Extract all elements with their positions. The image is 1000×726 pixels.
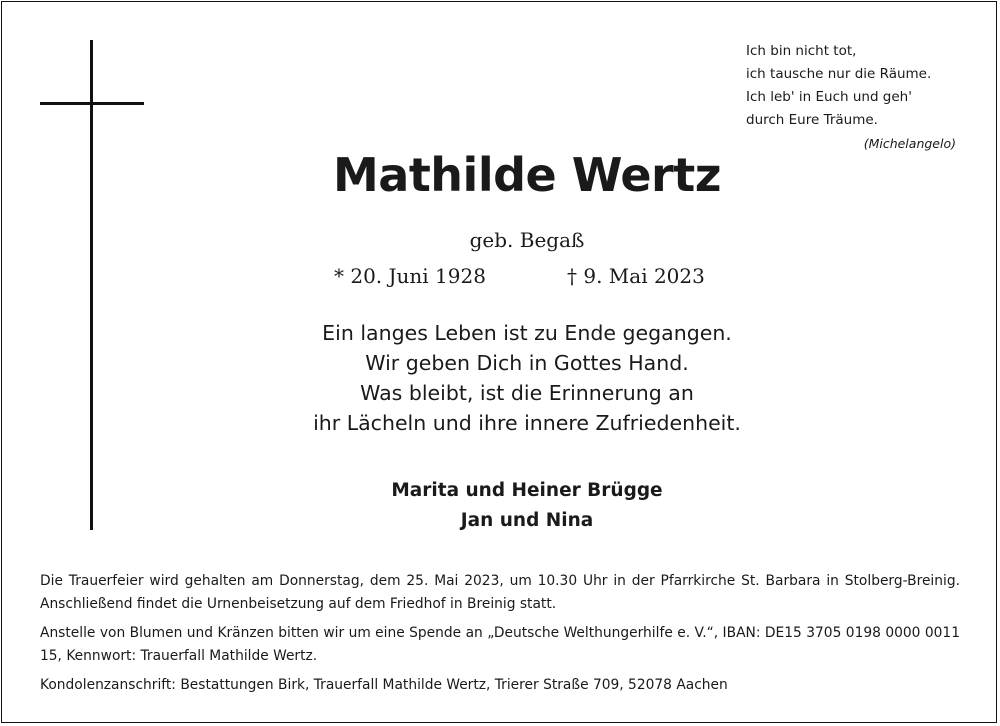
memorial-poem <box>2 318 1000 438</box>
birth-name: geb. Begaß <box>469 228 585 252</box>
funeral-info <box>40 570 960 703</box>
mourners <box>2 476 1000 536</box>
death-date: † 9. Mai 2023 <box>567 264 705 288</box>
cross-icon-bar <box>40 102 144 105</box>
birth-date: * 20. Juni 1928 <box>334 264 486 288</box>
quote-line: Ich bin nicht tot, <box>746 43 857 59</box>
funeral-details: Die Trauerfeier wird gehalten am Donnerstag, dem 25. Mai 2023, um 10.30 Uhr in der Pfarrkirche St. Barbara in Stolberg-Breinig. Anschließend findet die Urnenbeisetzung auf dem Friedhof in Breinig statt. <box>40 573 960 612</box>
quote-line: durch Eure Träume. <box>746 112 878 128</box>
poem-line: Was bleibt, ist die Erinnerung an <box>360 381 694 405</box>
mourner-line: Jan und Nina <box>460 510 594 531</box>
deceased-name: Mathilde Wertz <box>333 148 721 202</box>
poem-line: ihr Lächeln und ihre innere Zufriedenheit. <box>313 411 741 435</box>
quote-line: ich tausche nur die Räume. <box>746 66 932 82</box>
quote-author: (Michelangelo) <box>863 136 956 151</box>
poem-line: Wir geben Dich in Gottes Hand. <box>365 351 689 375</box>
cross-icon <box>90 40 93 530</box>
donation-request: Anstelle von Blumen und Kränzen bitten wir um eine Spende an „Deutsche Welthungerhilfe e. V.“, IBAN: DE15 3705 0198 0000 0011 15, Kennwort: Trauerfall Mathilde Wertz. <box>40 625 960 664</box>
obituary-card <box>1 1 997 723</box>
condolence-address: Kondolenzanschrift: Bestattungen Birk, Trauerfall Mathilde Wertz, Trierer Straße 709, 52078 Aachen <box>40 677 728 693</box>
quote-line: Ich leb' in Euch und geh' <box>746 89 912 105</box>
quote-block <box>746 40 966 155</box>
mourner-line: Marita und Heiner Brügge <box>391 480 663 501</box>
poem-line: Ein langes Leben ist zu Ende gegangen. <box>322 321 732 345</box>
